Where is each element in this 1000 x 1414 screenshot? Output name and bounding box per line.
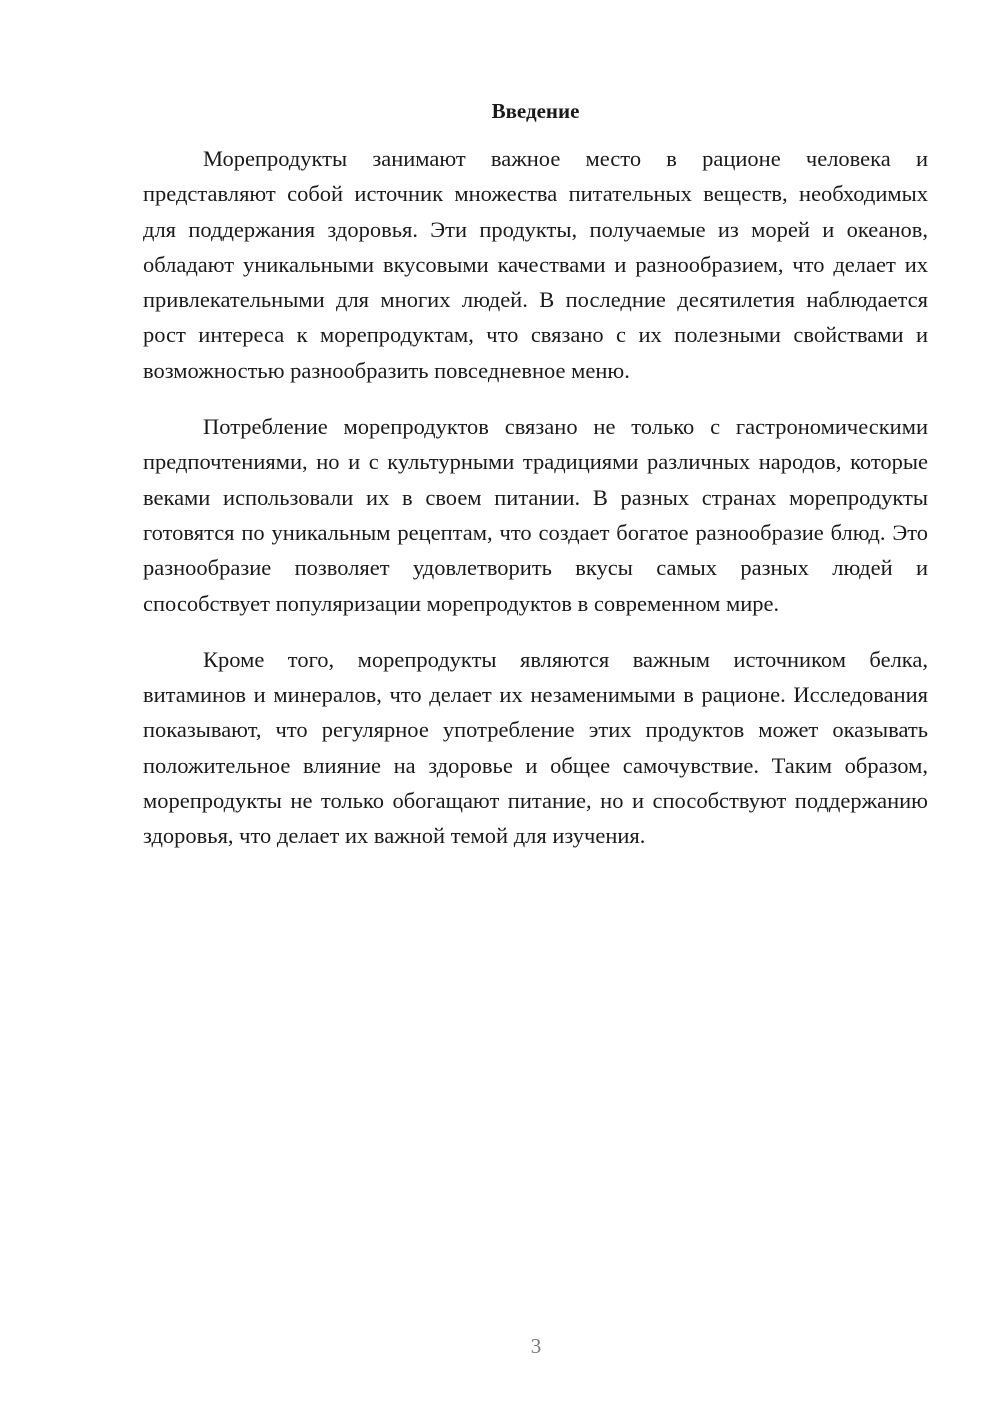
section-heading: Введение [491,99,580,123]
body-text [143,141,928,875]
paragraph-2: Потребление морепродуктов связано не только с гастрономическими предпочтениями, но и с культурными традициями различных народов, которые веками использовали их в своем питании. В разных странах морепродукты готовятся по уникальным рецептам, что создает богатое разнообразие блюд. Это разнообразие позволяет удовлетворить вкусы самых разных людей и способствует популяризации морепродуктов в современном мире. [143,414,928,616]
paragraph-3: Кроме того, морепродукты являются важным источником белка, витаминов и минералов, что делает их незаменимыми в рационе. Исследования показывают, что регулярное употребление этих продуктов может оказывать положительное влияние на здоровье и общее самочувствие. Таким образом, морепродукты не только обогащают питание, но и способствуют поддержанию здоровья, что делает их важной темой для изучения. [143,646,928,849]
paragraph-1: Морепродукты занимают важное место в рационе человека и представляют собой источник множества питательных веществ, необходимых для поддержания здоровья. Эти продукты, получаемые из морей и океанов, обладают уникальными вкусовыми качествами и разнообразием, что делает их привлекательными для многих людей. В последние десятилетия наблюдается рост интереса к морепродуктам, что связано с их полезными свойствами и возможностью разнообразить повседневное меню. [143,146,928,383]
page-number: 3 [530,1334,542,1358]
